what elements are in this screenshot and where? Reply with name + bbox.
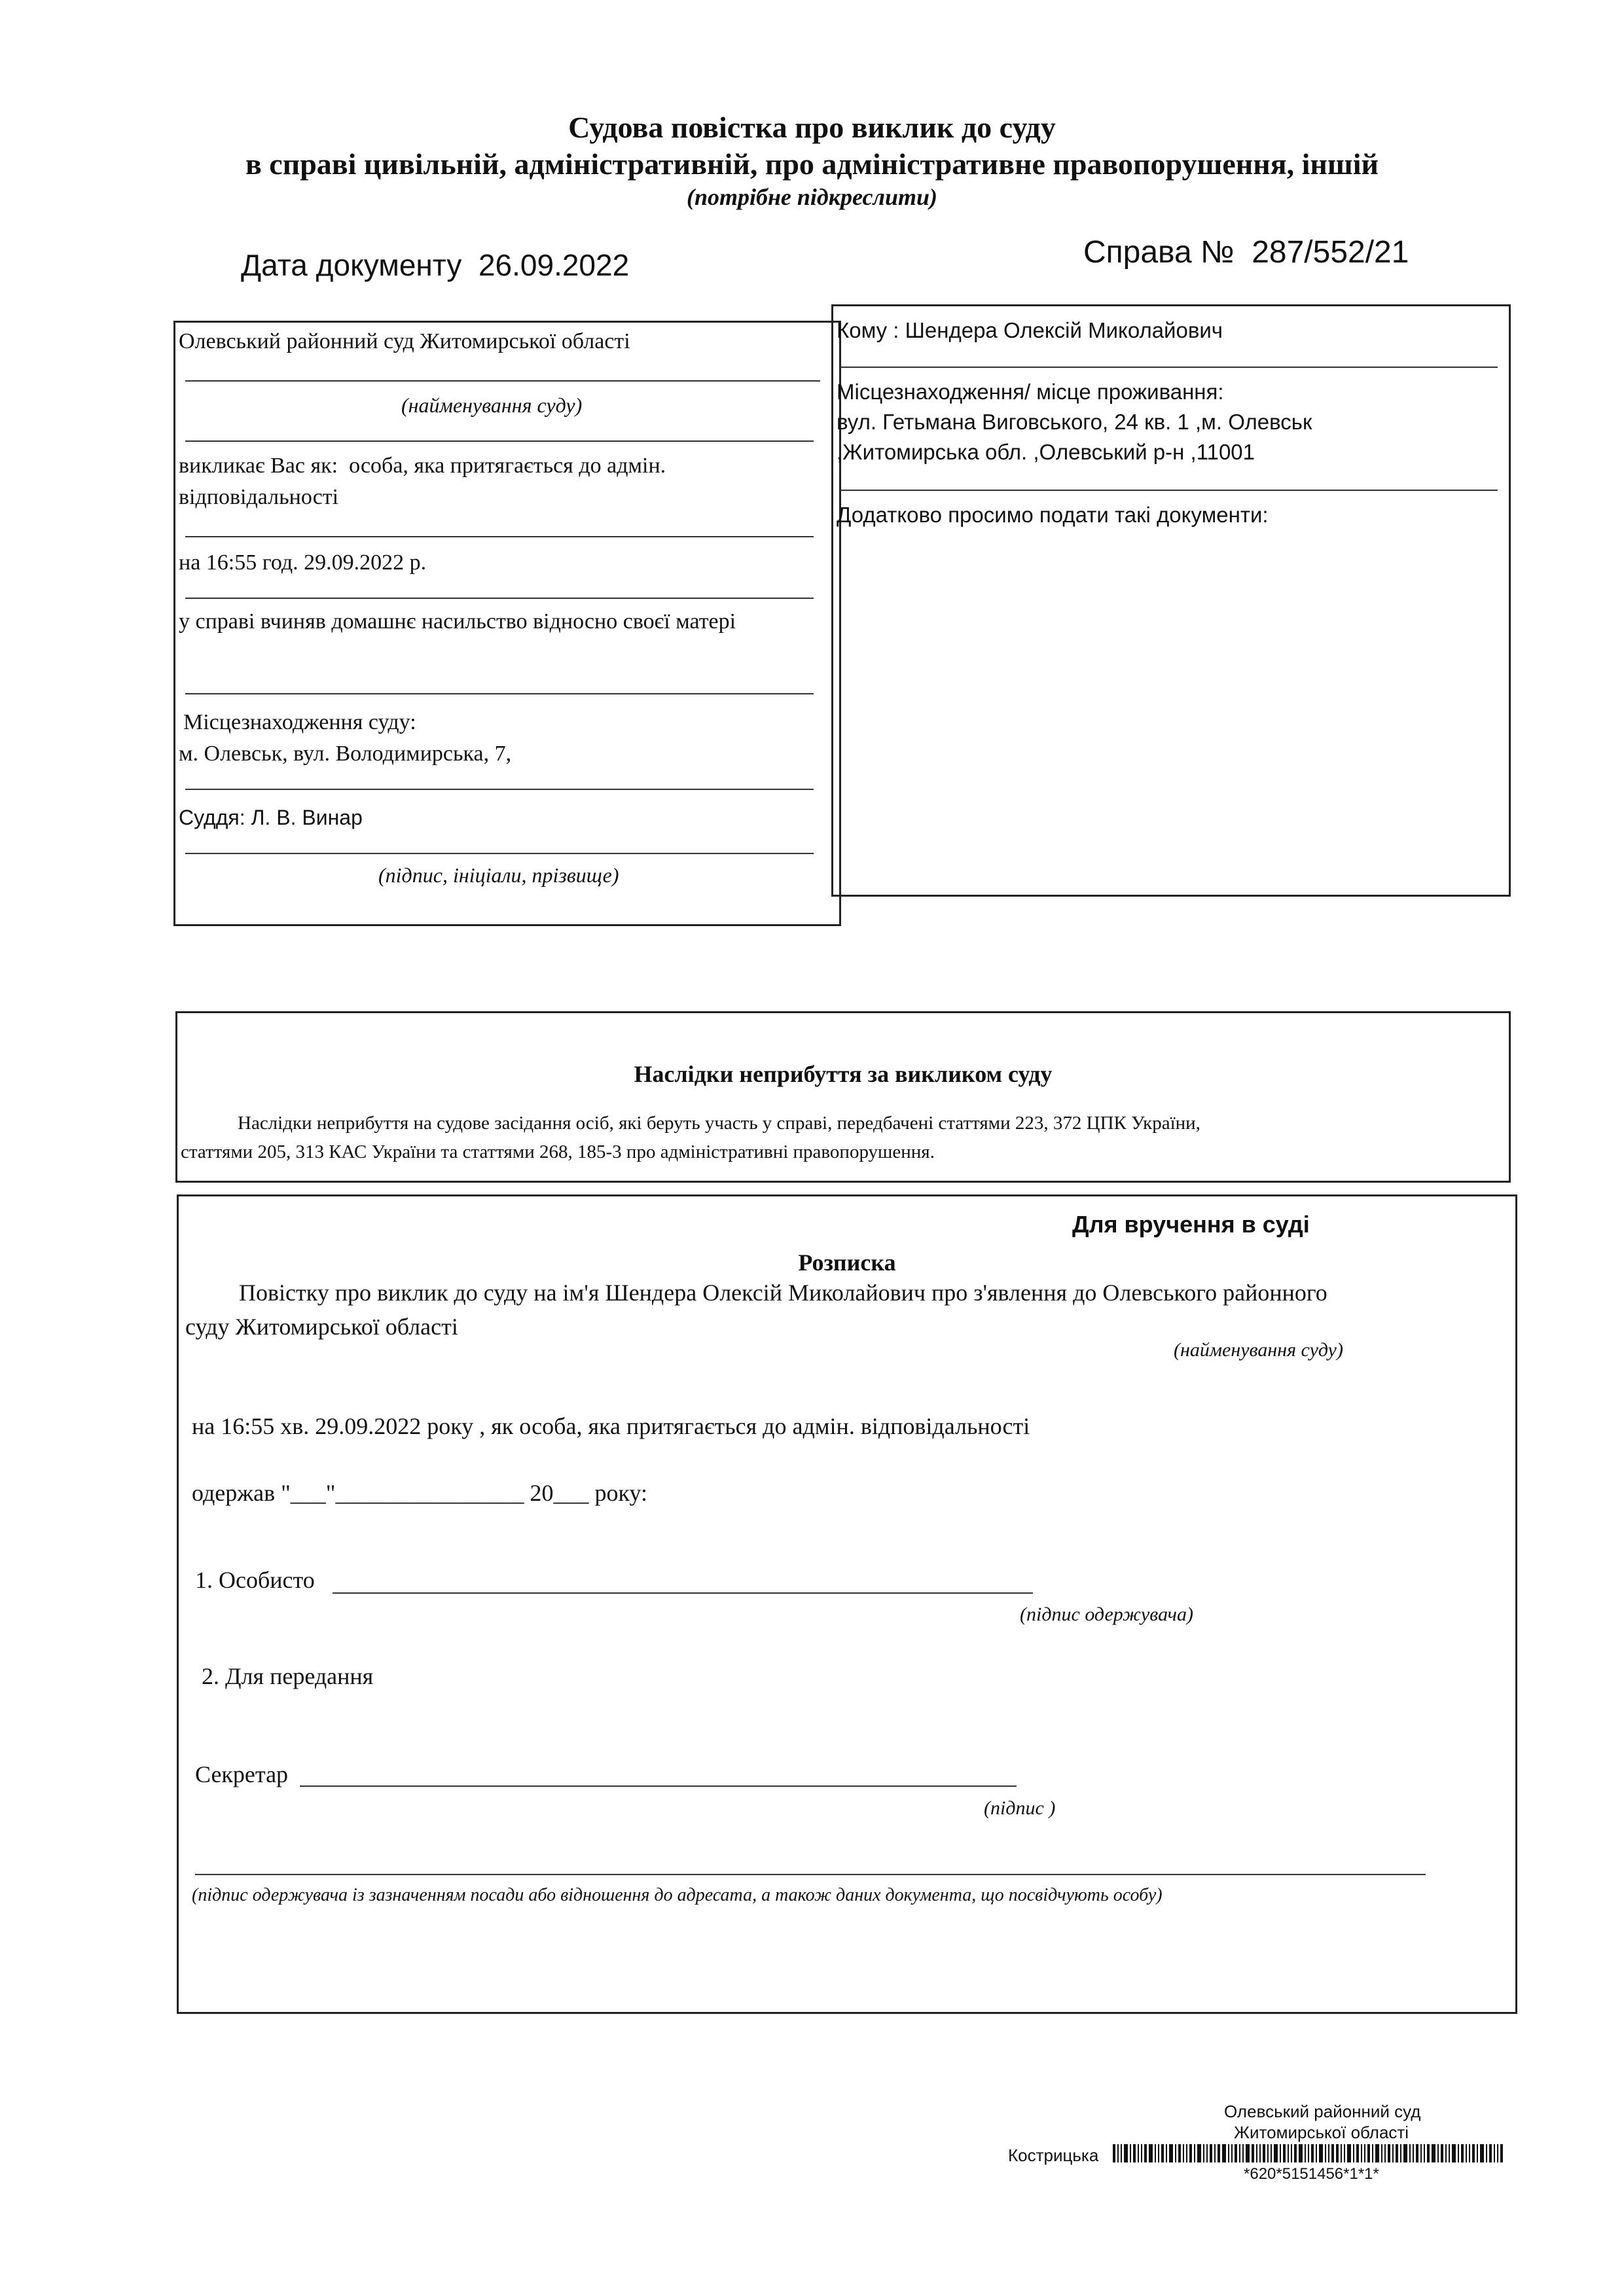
barcode-bar	[1458, 2144, 1459, 2162]
barcode-bar	[1218, 2144, 1220, 2162]
divider	[185, 440, 814, 442]
barcode-bar	[1210, 2144, 1212, 2162]
signature-caption: (підпис, ініціали, прізвище)	[378, 863, 619, 887]
barcode-bar	[1486, 2144, 1487, 2162]
barcode-bar	[1141, 2144, 1142, 2162]
receipt-line-2: суду Житомирської області	[185, 1314, 458, 1340]
barcode-bar	[1388, 2144, 1390, 2162]
document-date	[241, 247, 629, 283]
barcode-bar	[1353, 2144, 1354, 2162]
barcode-bar	[1316, 2144, 1317, 2162]
document-date-label: Дата документу	[241, 248, 462, 282]
recipient-line: Кому : Шендера Олексій Миколайович	[837, 318, 1223, 342]
barcode-bar	[1138, 2144, 1139, 2162]
court-name: Олевський районний суд Житомирської області	[179, 329, 630, 353]
court-name-line	[185, 380, 820, 382]
barcode-bar	[1267, 2144, 1269, 2162]
secretary-signature-caption: (підпис )	[984, 1797, 1056, 1819]
case-number	[1083, 234, 1409, 270]
barcode-bar	[1441, 2144, 1443, 2162]
barcode-bar	[1500, 2144, 1503, 2162]
barcode-bar	[1452, 2144, 1456, 2162]
barcode-bar	[1466, 2144, 1467, 2162]
barcode-bar	[1356, 2144, 1359, 2162]
recipient-details-line[interactable]	[195, 1874, 1426, 1875]
barcode-bar	[1361, 2144, 1362, 2162]
barcode-bar	[1175, 2144, 1176, 2162]
barcode-bar	[1372, 2144, 1373, 2162]
barcode-bar	[1432, 2144, 1435, 2162]
barcode-bar	[1194, 2144, 1195, 2162]
judge-name: Суддя: Л. В. Винар	[179, 806, 363, 829]
barcode-bar	[1299, 2144, 1303, 2162]
summon-as-value-cont: відповідальності	[179, 485, 339, 509]
barcode-bar	[1494, 2144, 1495, 2162]
barcode-bar	[1325, 2144, 1326, 2162]
barcode-bar	[1331, 2144, 1334, 2162]
receipt-time-line: на 16:55 хв. 29.09.2022 року , як особа, яка притягається до адмін. відповідальності	[192, 1413, 1030, 1439]
address-line-2: ,Житомирська обл. ,Олевський р-н ,11001	[837, 440, 1255, 464]
barcode-bar	[1274, 2144, 1278, 2162]
barcode-bar	[1186, 2144, 1187, 2162]
divider	[840, 490, 1498, 491]
summons-title: Судова повістка про виклик до суду	[568, 111, 1056, 144]
barcode-bar	[1133, 2144, 1136, 2162]
document-date-value: 26.09.2022	[478, 248, 630, 282]
address-line-1: вул. Гетьмана Виговського, 24 кв. 1 ,м. Олевськ	[837, 410, 1312, 434]
footer-court-line-1: Олевський районний суд	[1224, 2102, 1421, 2121]
barcode-bar	[1214, 2144, 1216, 2162]
personally-label: 1. Особисто	[195, 1567, 315, 1593]
barcode-bar	[1308, 2144, 1309, 2162]
barcode-bar	[1155, 2144, 1156, 2162]
summons-left-panel	[173, 321, 841, 926]
recipient-signature-caption: (підпис одержувача)	[1020, 1604, 1193, 1625]
barcode-bar	[1169, 2144, 1173, 2162]
barcode-bar	[1183, 2144, 1184, 2162]
secretary-label: Секретар	[195, 1761, 289, 1787]
receipt-line-1: Повістку про виклик до суду на ім'я Шендера Олексій Миколайович про з'явлення до Олевського районного	[239, 1280, 1327, 1306]
barcode-bar	[1461, 2144, 1464, 2162]
barcode-bar	[1130, 2144, 1131, 2162]
barcode-bar	[1166, 2144, 1167, 2162]
barcode-bar	[1480, 2144, 1484, 2162]
barcode-bar	[1381, 2144, 1382, 2162]
barcode-bar	[1477, 2144, 1478, 2162]
barcode-bar	[1328, 2144, 1329, 2162]
barcode-bar	[1203, 2144, 1204, 2162]
divider	[185, 789, 814, 790]
consequences-line-1: Наслідки неприбуття на судове засідання осіб, які беруть участь у справі, передбачені статтями 223, 372 ЦПК України,	[238, 1113, 1200, 1134]
summon-as-label: викликає Вас як:	[179, 454, 338, 478]
barcode-bar	[1472, 2144, 1475, 2162]
barcode-bar	[1222, 2144, 1226, 2162]
barcode-bar	[1319, 2144, 1323, 2162]
divider	[185, 536, 814, 537]
barcode-bar	[1341, 2144, 1342, 2162]
summon-as	[179, 454, 666, 478]
case-number-value: 287/552/21	[1252, 235, 1409, 270]
signature-line	[185, 853, 814, 854]
barcode-bar	[1259, 2144, 1261, 2162]
barcode-bar	[1424, 2144, 1425, 2162]
consequences-title: Наслідки неприбуття за викликом суду	[634, 1061, 1053, 1087]
barcode-bar	[1305, 2144, 1306, 2162]
court-location-label: Місцезнаходження суду:	[183, 710, 416, 734]
appointment-time: на 16:55 год. 29.09.2022 р.	[179, 550, 427, 575]
court-name-caption: (найменування суду)	[401, 393, 583, 417]
barcode-bar	[1252, 2144, 1254, 2162]
footer-name: Кострицька	[1008, 2145, 1099, 2165]
barcode-bar	[1161, 2144, 1164, 2162]
barcode-bar	[1117, 2144, 1119, 2162]
barcode-bar	[1449, 2144, 1450, 2162]
barcode-bar	[1344, 2144, 1345, 2162]
underline-note: (потрібне підкреслити)	[686, 184, 938, 210]
summons-right-panel	[831, 304, 1511, 897]
consequences-box	[175, 1011, 1511, 1183]
barcode-bar	[1384, 2144, 1386, 2162]
for-court-delivery: Для вручення в суді	[1072, 1211, 1310, 1238]
barcode-bar	[1336, 2144, 1339, 2162]
barcode-bar	[1347, 2144, 1351, 2162]
barcode-bar	[1445, 2144, 1447, 2162]
barcode-bar	[1469, 2144, 1470, 2162]
barcode-bar	[1235, 2144, 1237, 2162]
barcode-bar	[1113, 2144, 1115, 2162]
barcode-bar	[1158, 2144, 1159, 2162]
barcode-bar	[1242, 2144, 1244, 2162]
barcode-bar	[1364, 2144, 1365, 2162]
barcode-bar	[1239, 2144, 1240, 2162]
barcode-bar	[1367, 2144, 1370, 2162]
barcode-bar	[1231, 2144, 1233, 2162]
barcode-bar	[1144, 2144, 1147, 2162]
recipient-details-caption: (підпис одержувача із зазначенням посади або відношення до адресата, а також даних документа, що посвідчують особу)	[192, 1885, 1163, 1905]
summon-as-value: особа, яка притягається до адмін.	[349, 454, 666, 478]
receipt-box	[177, 1194, 1517, 2014]
address-label: Місцезнаходження/ місце проживання:	[837, 380, 1224, 404]
barcode-bar	[1403, 2144, 1407, 2162]
barcode-bar	[1400, 2144, 1401, 2162]
barcode-bar	[1489, 2144, 1492, 2162]
transfer-label: 2. Для передання	[202, 1663, 374, 1689]
court-location-value: м. Олевськ, вул. Володимирська, 7,	[179, 742, 512, 766]
secretary-signature-line[interactable]	[300, 1785, 1017, 1787]
barcode-bar	[1189, 2144, 1192, 2162]
case-number-label: Справа №	[1083, 235, 1235, 270]
barcode-bar	[1121, 2144, 1122, 2162]
barcode-bar	[1294, 2144, 1297, 2162]
summons-subtitle: в справі цивільній, адміністративній, про адміністративне правопорушення, іншій	[245, 147, 1379, 181]
barcode-bar	[1392, 2144, 1394, 2162]
barcode-bar	[1311, 2144, 1314, 2162]
barcode-bar	[1497, 2144, 1498, 2162]
barcode-bar	[1256, 2144, 1257, 2162]
barcode-bar	[1375, 2144, 1379, 2162]
extra-documents: Додатково просимо подати такі документи:	[837, 503, 1269, 527]
consequences-line-2: статтями 205, 313 КАС України та статтями 268, 185-3 про адміністративні правопорушення.	[181, 1141, 935, 1162]
barcode-bar	[1149, 2144, 1153, 2162]
barcode-bar	[1197, 2144, 1201, 2162]
barcode-bar	[1228, 2144, 1229, 2162]
divider	[185, 598, 814, 599]
barcode-bar	[1291, 2144, 1292, 2162]
received-date-line: одержав "___"________________ 20___ року:	[192, 1480, 648, 1506]
barcode-bar	[1427, 2144, 1430, 2162]
receipt-court-caption: (найменування суду)	[1174, 1339, 1343, 1361]
barcode-bar	[1271, 2144, 1272, 2162]
barcode-bar	[1420, 2144, 1422, 2162]
barcode-bar	[1124, 2144, 1128, 2162]
divider	[185, 693, 814, 694]
divider	[840, 367, 1498, 368]
barcode-bar	[1416, 2144, 1418, 2162]
barcode-bar	[1413, 2144, 1414, 2162]
barcode-text: *620*5151456*1*1*	[1244, 2165, 1379, 2183]
barcode-bar	[1437, 2144, 1439, 2162]
case-description: у справі вчиняв домашнє насильство відносно своєї матері	[179, 609, 736, 634]
footer-court-line-2: Житомирської області	[1234, 2123, 1409, 2142]
barcode-bar	[1288, 2144, 1289, 2162]
barcode-bar	[1263, 2144, 1265, 2162]
barcode-bar	[1280, 2144, 1281, 2162]
barcode-bar	[1396, 2144, 1398, 2162]
barcode-bar	[1206, 2144, 1208, 2162]
barcode-bar	[1178, 2144, 1181, 2162]
recipient-signature-line[interactable]	[333, 1592, 1033, 1594]
receipt-title: Розписка	[798, 1249, 896, 1276]
barcode-bar	[1283, 2144, 1286, 2162]
barcode-bar	[1409, 2144, 1411, 2162]
barcode-bar	[1246, 2144, 1250, 2162]
barcode	[1113, 2144, 1532, 2162]
